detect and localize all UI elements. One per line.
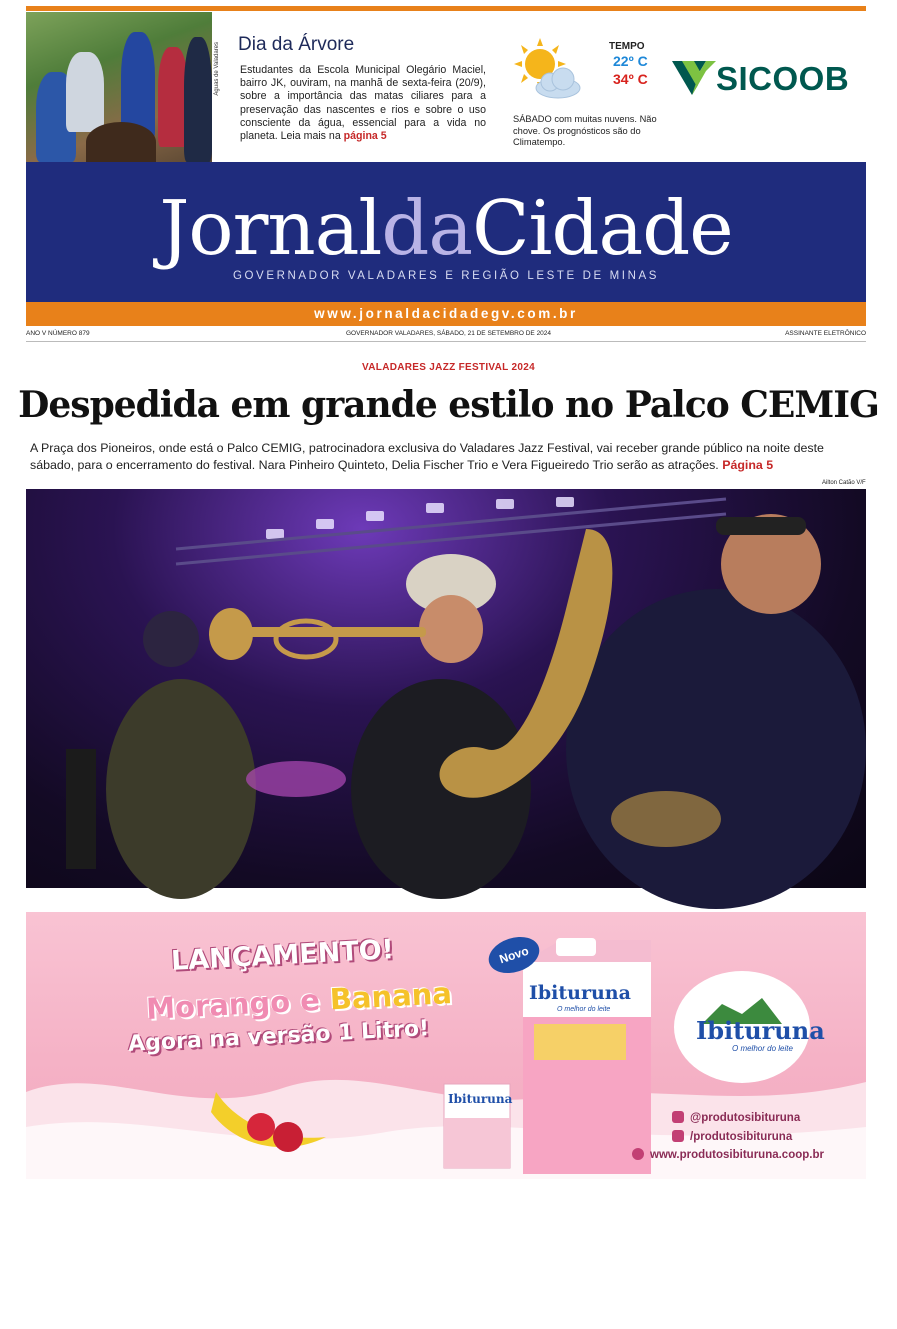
- teaser-band: [26, 12, 866, 162]
- teaser-body: [240, 64, 486, 143]
- teaser-title[interactable]: Dia da Árvore: [238, 34, 355, 55]
- website-url: www.produtosibituruna.coop.br: [650, 1149, 824, 1161]
- story-lead: [30, 440, 870, 474]
- instagram-icon: [672, 1111, 684, 1123]
- facebook-handle: /produtosibituruna: [690, 1131, 793, 1143]
- divider: [26, 341, 866, 342]
- seal-tagline: O melhor do leite: [732, 1044, 793, 1053]
- story-lead-text: A Praça dos Pioneiros, onde está o Palco CEMIG, patrocinadora exclusiva do Valadares Jazz Festival, vai receber grande público na noite deste sábado, para o encerramento do festival. Nara Pinheiro Quinteto, Delia Fischer Trio e Vera Figueiredo Trio serão as atrações.: [30, 441, 824, 472]
- website-link[interactable]: www.jornaldacidadegv.com.br: [314, 306, 578, 321]
- masthead: [26, 162, 866, 302]
- main-photo-credit: Ailton Catão V/F: [822, 480, 866, 486]
- sponsor-name[interactable]: SICOOB: [716, 60, 850, 97]
- top-accent-rule: [26, 6, 866, 11]
- carton-tagline: O melhor do leite: [557, 1006, 611, 1013]
- newspaper-title[interactable]: [26, 184, 866, 272]
- title-part-cidade: Cidade: [472, 184, 733, 272]
- ad-version-text: Agora na versão 1 Litro!: [127, 1016, 430, 1057]
- ad-instagram[interactable]: [672, 1111, 800, 1124]
- edition-number: ANO V NÚMERO 879: [26, 330, 90, 337]
- milk-advertisement[interactable]: [26, 912, 866, 1179]
- title-part-jornal: Jornal: [159, 184, 382, 272]
- dateline: GOVERNADOR VALADARES, SÁBADO, 21 DE SETEMBRO DE 2024: [345, 330, 552, 337]
- teaser-text: Estudantes da Escola Municipal Olegário Maciel, bairro JK, ouviram, na manhã de sexta-feira (20/9), sobre a importância das matas ciliares para a preservação das nascentes e rios e sobre o uso consciente da água, essencial para a vida no planeta. Leia mais na: [240, 64, 486, 143]
- title-part-da: da: [381, 184, 473, 272]
- facebook-icon: [672, 1130, 684, 1142]
- ad-facebook[interactable]: [672, 1130, 792, 1143]
- story-kicker: VALADARES JAZZ FESTIVAL 2024: [362, 362, 535, 373]
- weather-description: SÁBADO com muitas nuvens. Não chove. Os prognósticos são do Climatempo.: [513, 114, 657, 147]
- instagram-handle: @produtosibituruna: [690, 1112, 801, 1124]
- temp-max: 34º C: [613, 71, 648, 87]
- weather-label: TEMPO: [609, 41, 645, 52]
- website-bar: [26, 302, 866, 326]
- ad-flavor-and: e: [299, 982, 321, 1018]
- globe-icon: [632, 1148, 644, 1160]
- carton-brand: Ibituruna: [529, 982, 631, 1004]
- seal-brand[interactable]: Ibituruna: [696, 1016, 825, 1045]
- concert-scene: [26, 489, 866, 888]
- masthead-subtitle: GOVERNADOR VALADARES E REGIÃO LESTE DE MINAS: [232, 270, 660, 282]
- teaser-photo-credit: Águas de Valadares: [214, 42, 220, 96]
- ad-website[interactable]: [632, 1148, 824, 1161]
- story-page-link[interactable]: Página 5: [722, 458, 774, 472]
- photo-caption: Michel Barcellos (baixo) Wellington Siqueira (trompete) e Ângelo Torres (saxofone), que tocaram no Tributo a Arthur Maia, no dia 18/9, no Palco CEMIG: [774, 1263, 881, 1328]
- story-headline[interactable]: Despedida em grande estilo no Palco CEMIG: [18, 384, 879, 426]
- new-badge: Novo: [484, 931, 544, 979]
- sun-cloud-icon: [508, 36, 584, 102]
- ad-launch-text: LANÇAMENTO!: [170, 934, 395, 977]
- temp-min: 22º C: [613, 53, 648, 69]
- ad-flavor-banana: Banana: [328, 976, 453, 1017]
- box-brand: Ibituruna: [448, 1092, 513, 1106]
- tree-day-photo[interactable]: [26, 12, 212, 162]
- teaser-page-link[interactable]: página 5: [343, 130, 387, 143]
- ad-flavor-strawberry: Morango: [145, 984, 291, 1026]
- subscriber-label: ASSINANTE ELETRÔNICO: [785, 330, 866, 337]
